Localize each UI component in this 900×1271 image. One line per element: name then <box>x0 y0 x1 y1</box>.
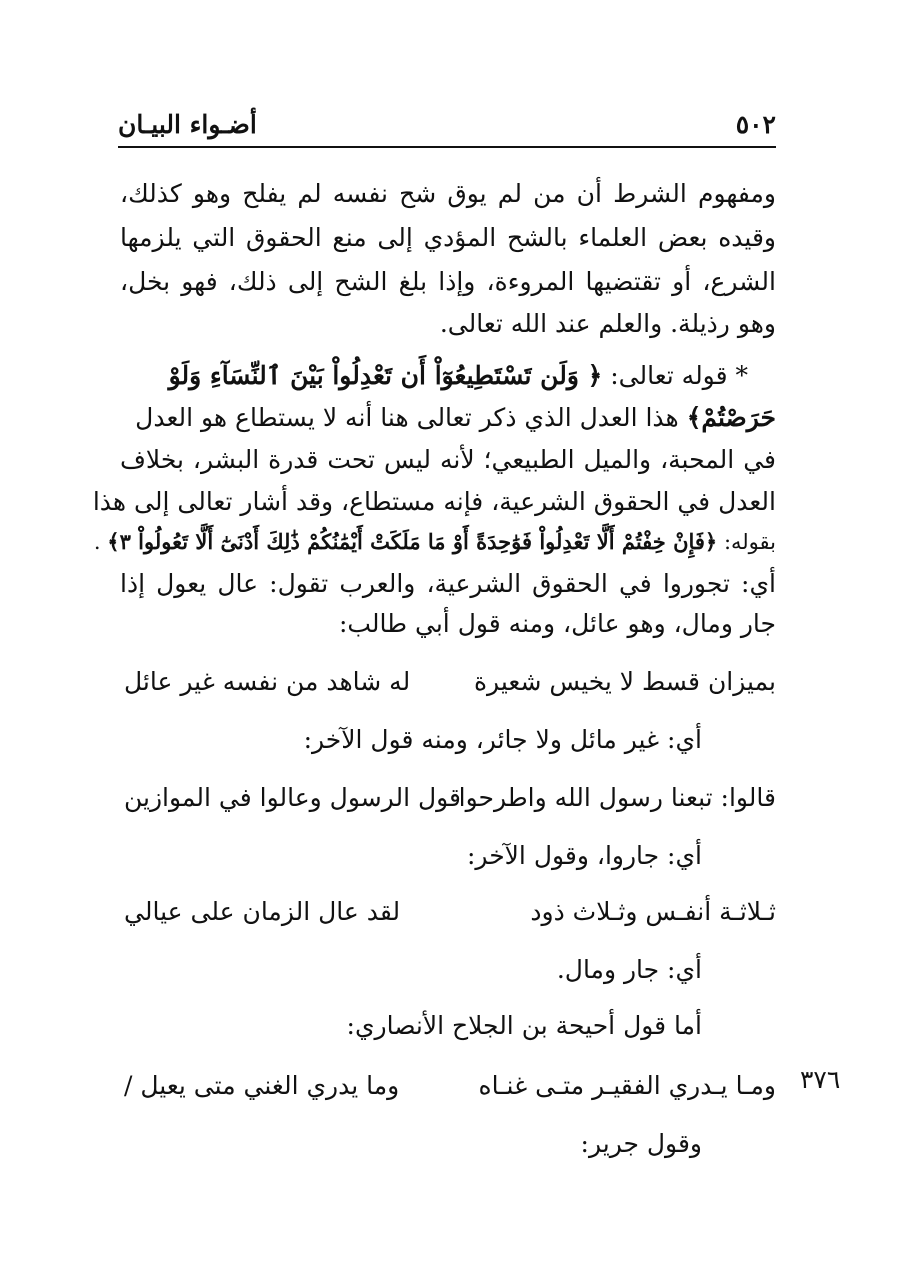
paragraph1-line-4: وهو رذيلة. والعلم عند الله تعالى. <box>439 309 776 338</box>
verse1-first-hemistich: بميزان قسط لا يخيس شعيرة <box>473 667 776 696</box>
paragraph1-line-3: الشرع، أو تقتضيها المروءة، وإذا بلغ الشح إلى ذلك، فهو بخل، <box>120 267 776 296</box>
quran-verse-part2: حَرَصْتُمْ﴾ <box>686 403 776 432</box>
verse1-second-hemistich: له شاهد من نفسه غير عائل <box>124 667 411 696</box>
margin-page-number: ٣٧٦ <box>800 1065 841 1094</box>
paragraph2-line-3: في المحبة، والميل الطبيعي؛ لأنه ليس تحت قدرة البشر، بخلاف <box>120 445 776 474</box>
book-title: أضـواء البيـان <box>118 110 257 139</box>
verse3-first-hemistich: ثـلاثـة أنفـس وثـلاث ذود <box>530 897 776 926</box>
page-header <box>118 102 776 142</box>
paragraph1-line-2: وقيده بعض العلماء بالشح المؤدي إلى منع الحقوق التي يلزمها <box>120 223 776 252</box>
verse2-second-hemistich: قول الرسول وعالوا في الموازين <box>124 783 462 812</box>
line5-end: . <box>93 530 101 554</box>
poetry-note-4: أما قول أحيحة بن الجلاح الأنصاري: <box>346 1011 702 1040</box>
quran-verse-part1: ﴿ وَلَن تَسْتَطِيعُوٓاْ أَن تَعْدِلُواْ بَيْنَ ٱلنِّسَآءِ وَلَوْ <box>168 361 603 390</box>
paragraph2-line-6: أي: تجوروا في الحقوق الشرعية، والعرب تقول: عال يعول إذا <box>120 569 776 598</box>
paragraph2-line-1 <box>120 358 776 394</box>
paragraph1-line-1: ومفهوم الشرط أن من لم يوق شح نفسه لم يفلح وهو كذلك، <box>120 179 776 208</box>
poetry-note-3: أي: جار ومال. <box>556 955 702 984</box>
poetry-note-1: أي: غير مائل ولا جائر، ومنه قول الآخر: <box>303 725 702 754</box>
paragraph2-line-2-text: هذا العدل الذي ذكر تعالى هنا أنه لا يستطاع هو العدل <box>135 403 679 432</box>
verse4-first-hemistich: ومـا يـدري الفقيـر متـى غنـاه <box>478 1071 776 1100</box>
paragraph2-line-7: جار ومال، وهو عائل، ومنه قول أبي طالب: <box>338 609 776 638</box>
paragraph2-line-5 <box>93 524 776 560</box>
paragraph2-line-2 <box>120 400 776 436</box>
verse-intro: * قوله تعالى: <box>610 361 748 390</box>
page-number: ٥٠٢ <box>735 110 776 139</box>
header-rule <box>118 146 776 148</box>
poetry-note-2: أي: جاروا، وقول الآخر: <box>467 841 702 870</box>
paragraph2-line-4: العدل في الحقوق الشرعية، فإنه مستطاع، وقد أشار تعالى إلى هذا <box>92 487 776 516</box>
verse-intro-2: بقوله: <box>723 530 776 554</box>
quran-verse-3: ﴿فَإِنْ خِفْتُمْ أَلَّا تَعْدِلُواْ فَوَٰحِدَةً أَوْ مَا مَلَكَتْ أَيْمَٰنُكُمْ ذَٰلِكَ أَدْنَىٰٓ أَلَّا تَعُولُواْ ٣﴾ <box>107 529 718 554</box>
verse2-first-hemistich: قالوا: تبعنا رسول الله واطرحوا <box>458 783 776 812</box>
verse3-second-hemistich: لقد عال الزمان على عيالي <box>124 897 401 926</box>
verse4-second-hemistich: وما يدري الغني متى يعيل / <box>124 1071 400 1100</box>
poetry-note-5: وقول جرير: <box>580 1129 702 1158</box>
